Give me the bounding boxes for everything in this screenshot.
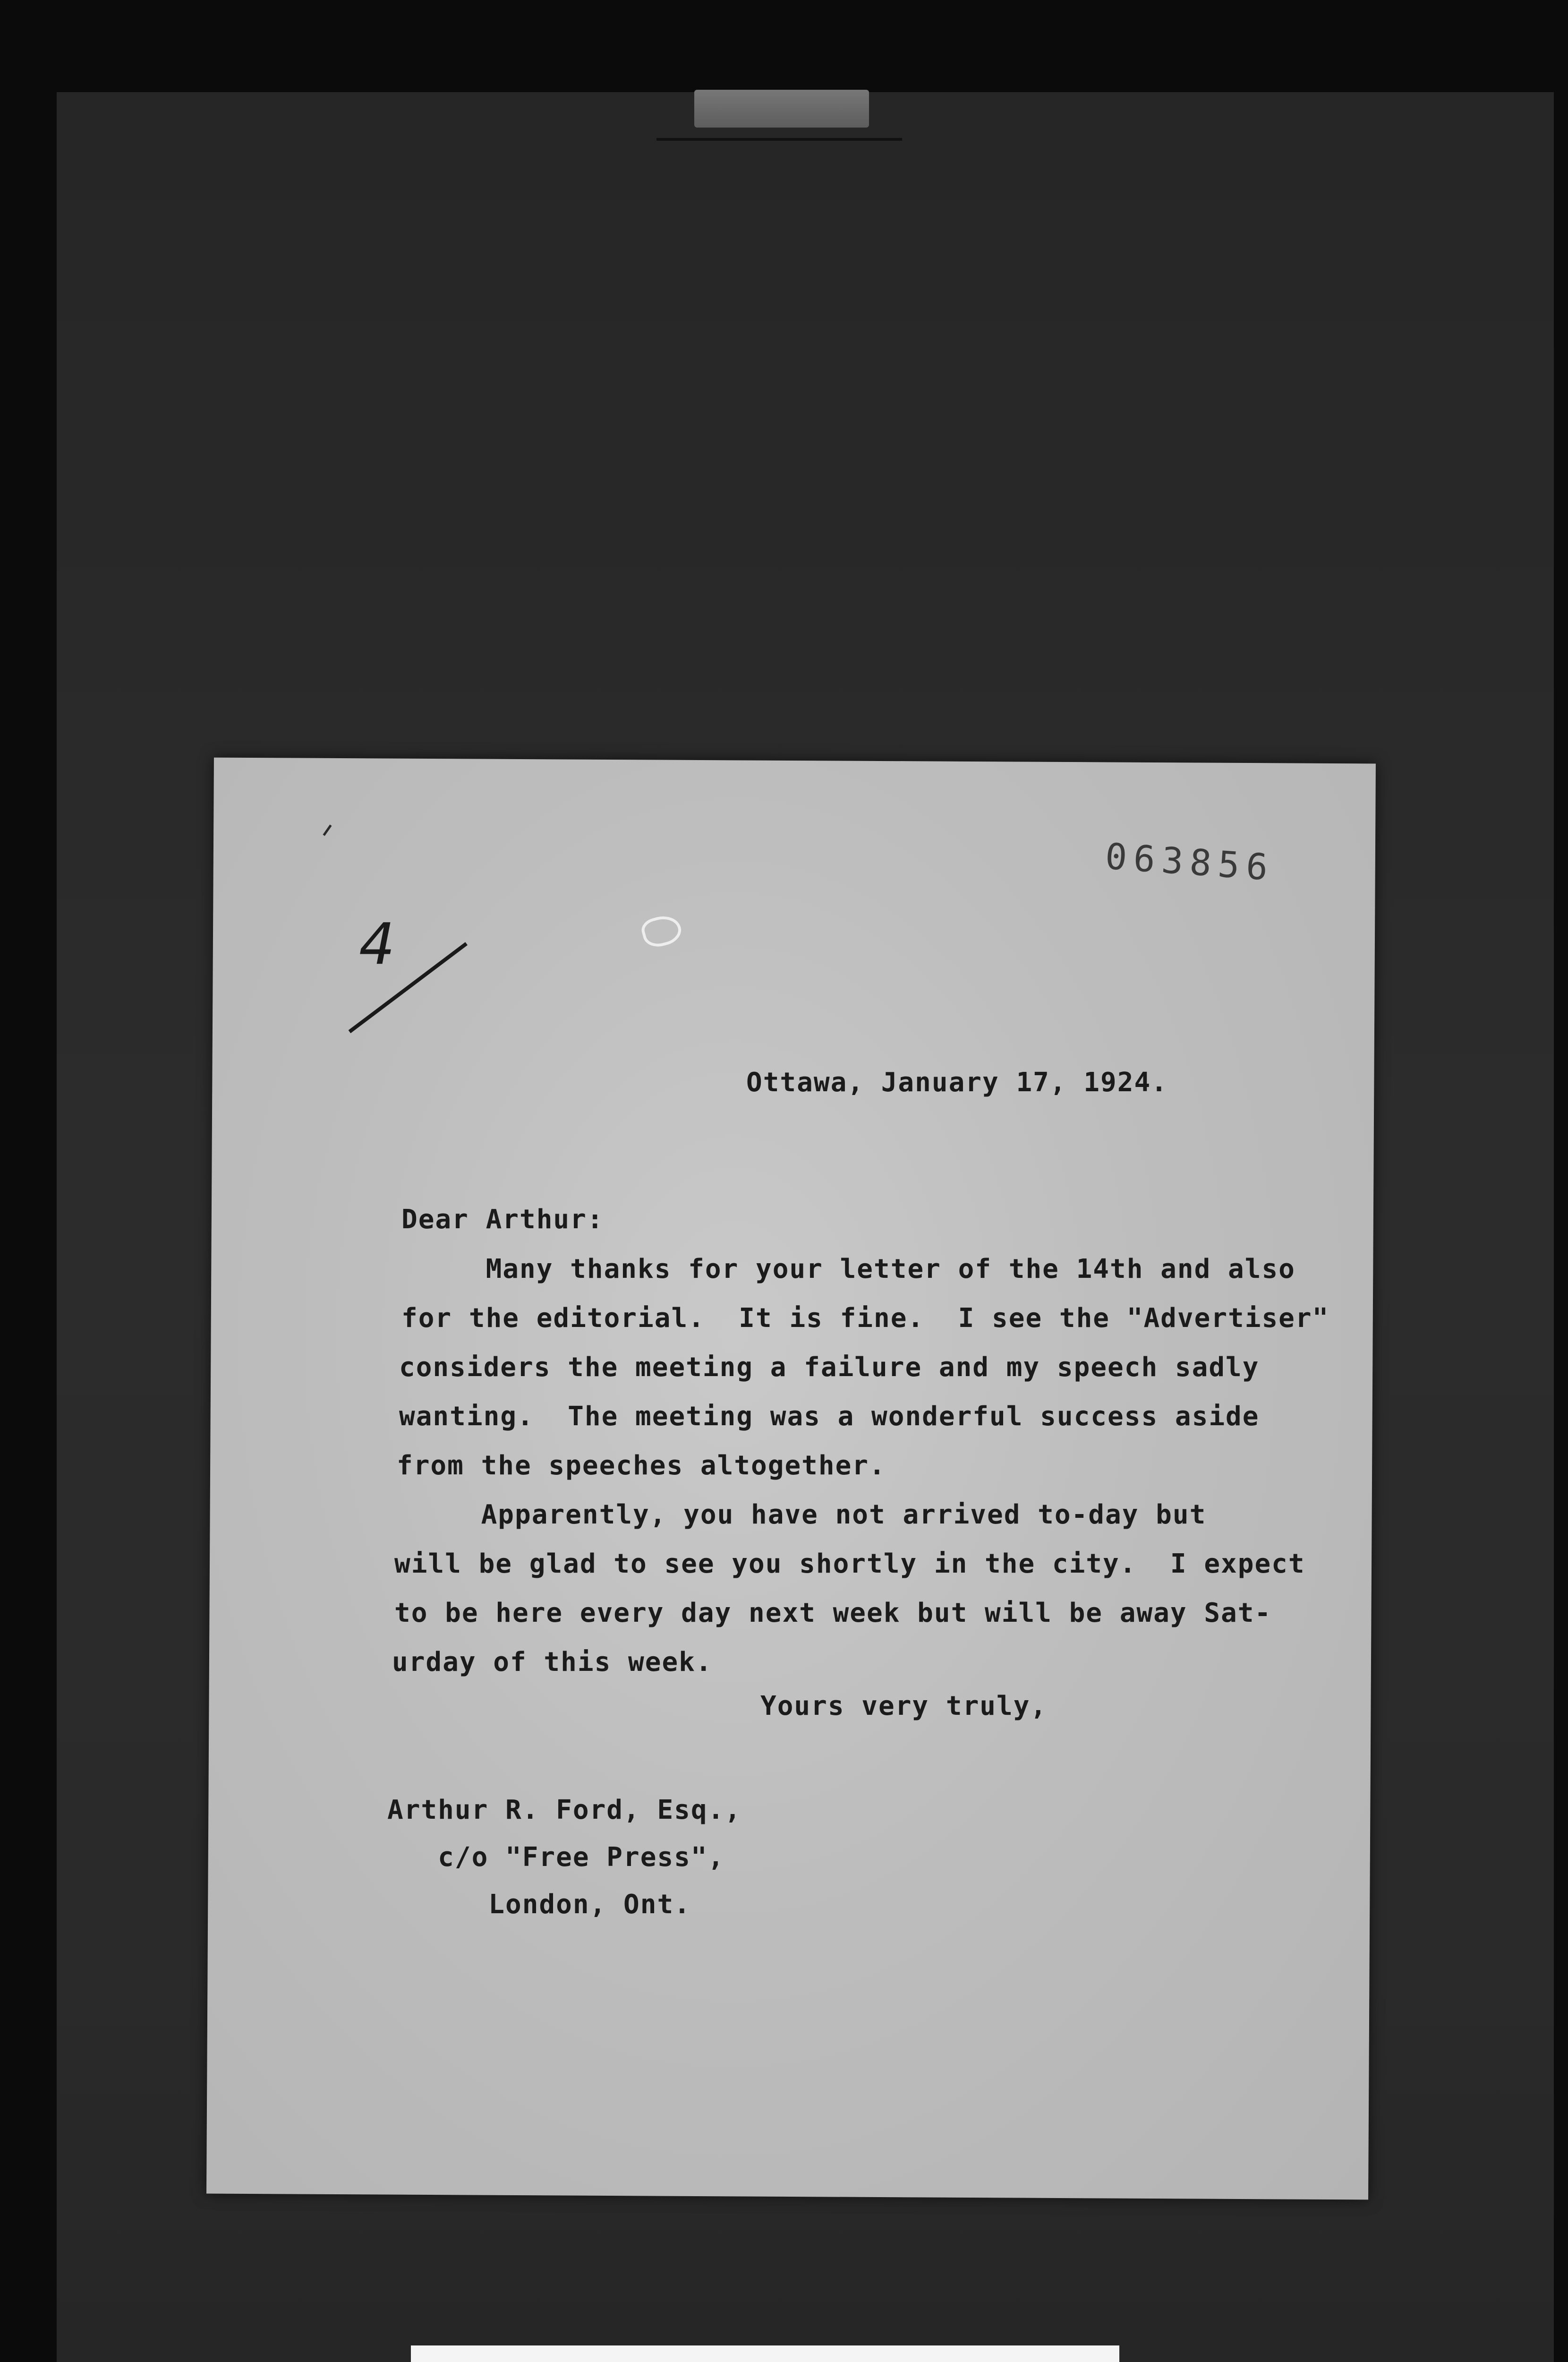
address-line: London, Ont.	[387, 1889, 691, 1920]
address-line: c/o "Free Press",	[387, 1842, 725, 1873]
closing: Yours very truly,	[760, 1691, 1048, 1721]
body-line: wanting. The meeting was a wonderful success aside	[399, 1401, 1260, 1432]
body-line: to be here every day next week but will be away Sat-	[394, 1598, 1272, 1628]
body-line: from the speeches altogether.	[397, 1450, 886, 1481]
clip-edge	[656, 138, 902, 141]
body-line: urday of this week.	[392, 1647, 713, 1677]
series-label-slip	[411, 2345, 1119, 2362]
folio-number: 4	[359, 912, 395, 977]
body-line: Apparently, you have not arrived to-day but	[397, 1499, 1207, 1530]
archive-number: 063856	[1104, 835, 1276, 889]
address-line: Arthur R. Ford, Esq.,	[387, 1795, 742, 1825]
binder-clip	[694, 90, 869, 128]
dateline: Ottawa, January 17, 1924.	[746, 1067, 1168, 1098]
body-line: Many thanks for your letter of the 14th and also	[401, 1254, 1295, 1284]
body-line: considers the meeting a failure and my speech sadly	[399, 1352, 1260, 1383]
body-line: will be glad to see you shortly in the city. I expect	[394, 1549, 1305, 1579]
salutation: Dear Arthur:	[401, 1204, 604, 1235]
body-line: for the editorial. It is fine. I see the "Advertiser"	[401, 1303, 1329, 1334]
